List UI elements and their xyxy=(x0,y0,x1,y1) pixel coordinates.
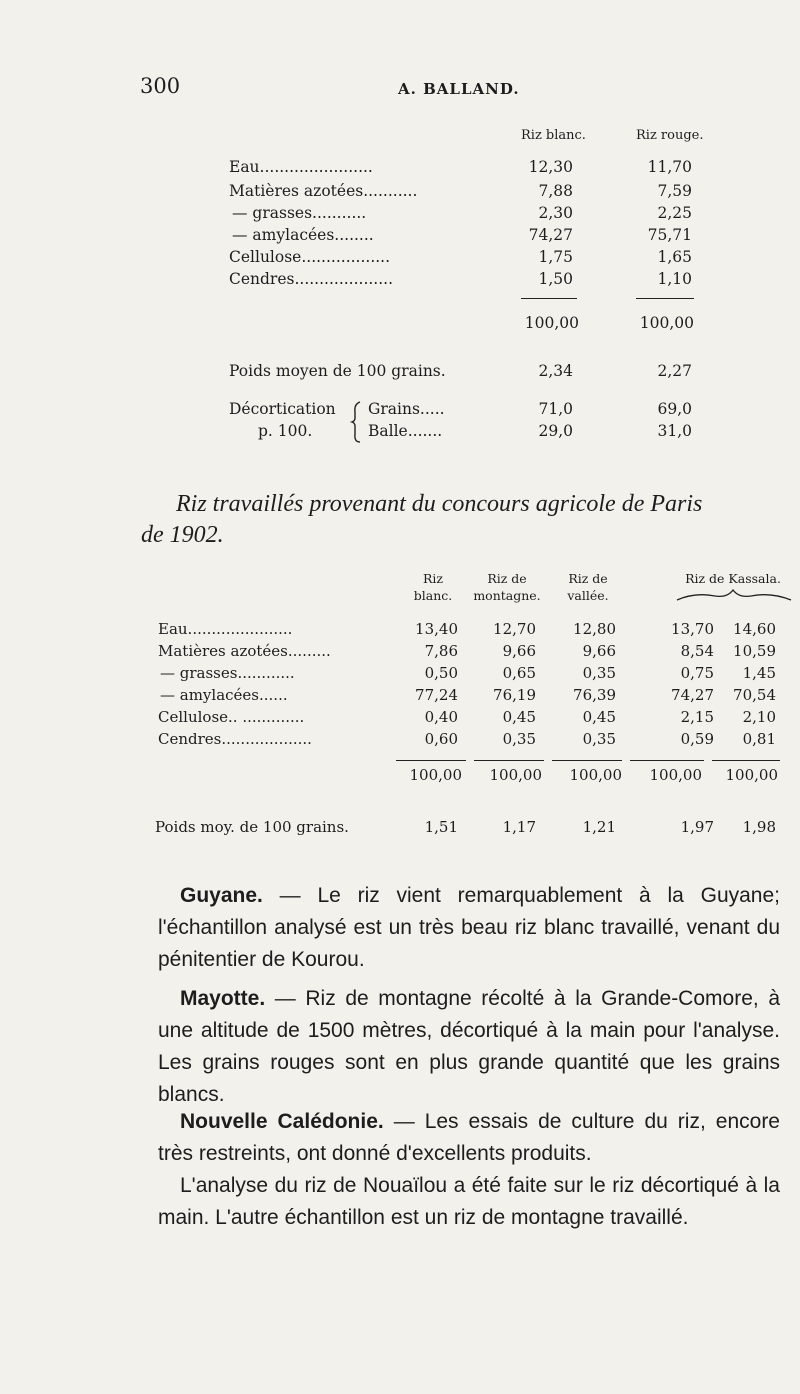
cell: 0,35 xyxy=(582,664,616,682)
cell: 2,10 xyxy=(742,708,776,726)
cell: 75,71 xyxy=(647,226,692,244)
cell: 13,40 xyxy=(415,620,458,638)
sum-rule xyxy=(630,760,704,761)
sum-rule xyxy=(712,760,780,761)
cell: 100,00 xyxy=(409,766,462,784)
row-label: Eau....................... xyxy=(229,158,373,176)
paragraph-nouailou xyxy=(158,1170,780,1234)
paragraph-heading: Guyane. xyxy=(180,884,263,907)
cell: 2,25 xyxy=(657,204,692,222)
paragraph-mayotte xyxy=(158,983,780,1111)
cell: 0,60 xyxy=(424,730,458,748)
cell: 0,45 xyxy=(582,708,616,726)
cell: 0,35 xyxy=(502,730,536,748)
cell: 1,98 xyxy=(742,818,776,836)
cell: 1,65 xyxy=(657,248,692,266)
row-label: — grasses............ xyxy=(160,664,295,682)
cell: 0,50 xyxy=(424,664,458,682)
cell: 77,24 xyxy=(415,686,458,704)
row-label: Grains..... xyxy=(368,400,445,418)
decortication-label: Décortication xyxy=(229,400,336,418)
section-title-continued: de 1902. xyxy=(141,522,224,548)
brace-icon xyxy=(350,400,364,444)
table2-col-header: Riz de montagne. xyxy=(473,571,541,603)
table2-col-header: Riz de vallée. xyxy=(567,571,609,603)
cell: 1,21 xyxy=(582,818,616,836)
paragraph-text: — Les essais de culture du riz, encore très restreints, ont donné d'excellents produits. xyxy=(158,1110,780,1165)
cell: 1,50 xyxy=(538,270,573,288)
cell: 0,59 xyxy=(680,730,714,748)
cell: 2,34 xyxy=(538,362,573,380)
cell: 1,45 xyxy=(742,664,776,682)
cell: 74,27 xyxy=(528,226,573,244)
cell: 1,10 xyxy=(657,270,692,288)
cell: 0,40 xyxy=(424,708,458,726)
paragraph-heading: Nouvelle Calédonie. xyxy=(180,1110,384,1133)
cell: 70,54 xyxy=(733,686,776,704)
row-label: Eau...................... xyxy=(158,620,293,638)
row-label: — amylacées........ xyxy=(232,226,374,244)
cell: 69,0 xyxy=(657,400,692,418)
decortication-label: p. 100. xyxy=(258,422,313,440)
sum-rule xyxy=(396,760,466,761)
sum-rule xyxy=(521,298,577,299)
row-label: — grasses........... xyxy=(232,204,367,222)
row-label: Cendres................... xyxy=(158,730,312,748)
table1-col-header: Riz rouge. xyxy=(636,128,704,143)
cell: 7,59 xyxy=(657,182,692,200)
row-label: Matières azotées........... xyxy=(229,182,418,200)
cell: 100,00 xyxy=(639,314,694,332)
cell: 7,88 xyxy=(538,182,573,200)
cell: 0,45 xyxy=(502,708,536,726)
table1-col-header: Riz blanc. xyxy=(521,128,586,143)
cell: 100,00 xyxy=(649,766,702,784)
sum-rule xyxy=(474,760,544,761)
cell: 7,86 xyxy=(424,642,458,660)
cell: 74,27 xyxy=(671,686,714,704)
table2-col-header: Riz blanc. xyxy=(413,571,453,603)
table2-col-header: Riz de Kassala. xyxy=(685,571,781,586)
row-label: Cendres.................... xyxy=(229,270,394,288)
cell: 13,70 xyxy=(671,620,714,638)
cell: 8,54 xyxy=(680,642,714,660)
row-label: Poids moyen de 100 grains. xyxy=(229,362,446,380)
cell: 1,97 xyxy=(680,818,714,836)
cell: 2,15 xyxy=(680,708,714,726)
row-label: Matières azotées......... xyxy=(158,642,331,660)
sum-rule xyxy=(552,760,622,761)
row-label: Cellulose.. ............. xyxy=(158,708,305,726)
cell: 2,30 xyxy=(538,204,573,222)
cell: 9,66 xyxy=(502,642,536,660)
cell: 12,70 xyxy=(493,620,536,638)
section-title: Riz travaillés provenant du concours agricole de Paris xyxy=(176,491,703,517)
cell: 11,70 xyxy=(647,158,692,176)
cell: 2,27 xyxy=(657,362,692,380)
row-label: Cellulose.................. xyxy=(229,248,391,266)
paragraph-text: L'analyse du riz de Nouaïlou a été faite sur le riz décortiqué à la main. L'autre échantillon est un riz de montagne travaillé. xyxy=(158,1174,780,1229)
cell: 71,0 xyxy=(538,400,573,418)
cell: 9,66 xyxy=(582,642,616,660)
cell: 0,65 xyxy=(502,664,536,682)
paragraph-text: — Riz de montagne récolté à la Grande-Comore, à une altitude de 1500 mètres, décortiqué à la main pour l'analyse. Les grains rouges sont en plus grande quantité que les grains blancs. xyxy=(158,987,780,1106)
row-label: Balle....... xyxy=(368,422,443,440)
cell: 76,19 xyxy=(493,686,536,704)
paragraph-heading: Mayotte. xyxy=(180,987,266,1010)
cell: 0,75 xyxy=(680,664,714,682)
page-number: 300 xyxy=(140,74,181,98)
running-head: A. BALLAND. xyxy=(398,80,520,98)
cell: 10,59 xyxy=(733,642,776,660)
row-label: Poids moy. de 100 grains. xyxy=(155,818,349,836)
cell: 1,51 xyxy=(424,818,458,836)
sum-rule xyxy=(636,298,694,299)
paragraph-guyane xyxy=(158,880,780,976)
cell: 100,00 xyxy=(569,766,622,784)
cell: 100,00 xyxy=(489,766,542,784)
cell: 100,00 xyxy=(524,314,579,332)
paragraph-text: — Le riz vient remarquablement à la Guyane; l'échantillon analysé est un très beau riz blanc travaillé, venant du pénitentier de Kourou. xyxy=(158,884,780,971)
cell: 14,60 xyxy=(733,620,776,638)
cell: 29,0 xyxy=(538,422,573,440)
cell: 12,30 xyxy=(528,158,573,176)
kassala-brace-icon xyxy=(675,588,795,604)
cell: 1,75 xyxy=(538,248,573,266)
cell: 1,17 xyxy=(502,818,536,836)
row-label: — amylacées...... xyxy=(160,686,288,704)
cell: 100,00 xyxy=(725,766,778,784)
cell: 31,0 xyxy=(657,422,692,440)
cell: 12,80 xyxy=(573,620,616,638)
cell: 0,81 xyxy=(742,730,776,748)
cell: 0,35 xyxy=(582,730,616,748)
paragraph-nouvelle-caledonie xyxy=(158,1106,780,1170)
cell: 76,39 xyxy=(573,686,616,704)
